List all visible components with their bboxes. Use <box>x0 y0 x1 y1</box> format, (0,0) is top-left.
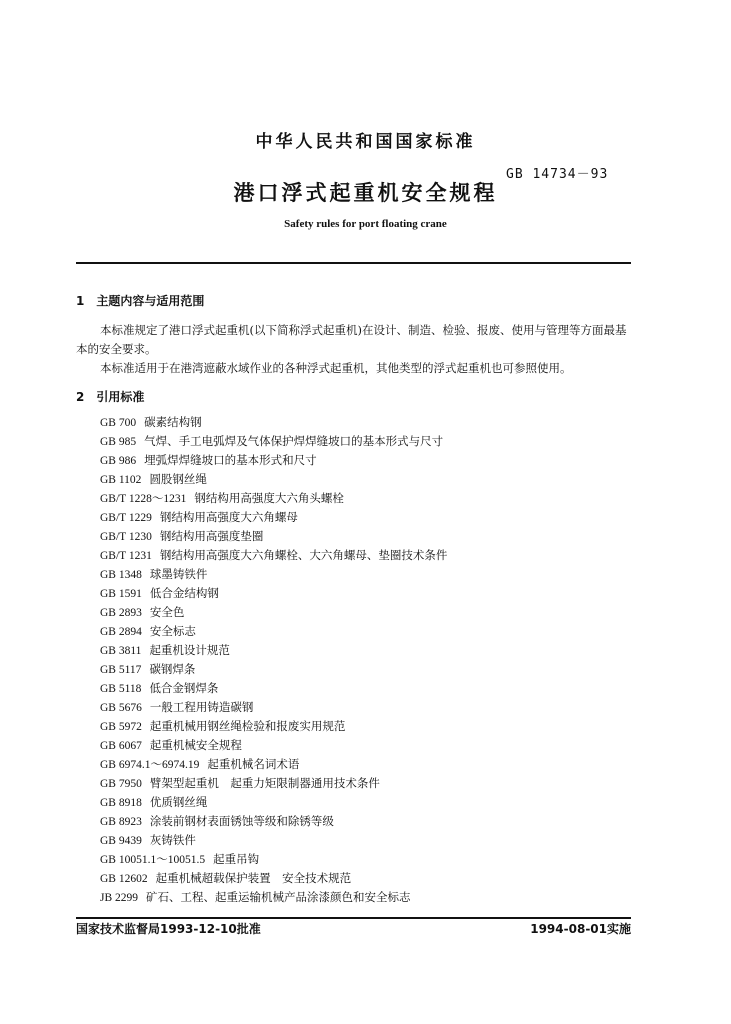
reference-title: 灰铸铁件 <box>149 833 196 847</box>
reference-item <box>100 698 447 717</box>
reference-title: 臂架型起重机 起重力矩限制器通用技术条件 <box>149 776 380 790</box>
footer-divider <box>76 917 631 919</box>
reference-code: GB 5117 <box>100 664 142 676</box>
reference-title: 气焊、手工电弧焊及气体保护焊焊缝坡口的基本形式与尺寸 <box>144 434 444 448</box>
reference-code: JB 2299 <box>100 892 139 904</box>
reference-code: GB 985 <box>100 436 137 448</box>
reference-code: GB/T 1230 <box>100 531 152 543</box>
reference-code: GB 2893 <box>100 607 142 619</box>
reference-title: 钢结构用高强度垫圈 <box>159 529 264 543</box>
section-1-paragraph: 本标准适用于在港湾遮蔽水域作业的各种浮式起重机，其他类型的浮式起重机也可参照使用。 <box>100 361 572 375</box>
reference-item <box>100 432 447 451</box>
reference-list <box>100 413 447 907</box>
document-subtitle: Safety rules for port floating crane <box>284 218 447 230</box>
reference-title: 埋弧焊焊缝坡口的基本形式和尺寸 <box>144 453 317 467</box>
document-title: 港口浮式起重机安全规程 <box>233 181 498 205</box>
reference-title: 安全色 <box>149 605 185 619</box>
reference-code: GB/T 1229 <box>100 512 152 524</box>
reference-item <box>100 622 447 641</box>
reference-title: 起重机械用钢丝绳检验和报废实用规范 <box>149 719 346 733</box>
reference-item <box>100 508 447 527</box>
reference-title: 安全标志 <box>149 624 196 638</box>
reference-item <box>100 812 447 831</box>
reference-item <box>100 451 447 470</box>
reference-item <box>100 831 447 850</box>
reference-code: GB 8923 <box>100 816 142 828</box>
reference-code: GB 5118 <box>100 683 142 695</box>
reference-code: GB 2894 <box>100 626 142 638</box>
section-2-heading: 2 引用标准 <box>76 390 145 404</box>
reference-code: GB 6974.1～6974.19 <box>100 759 200 771</box>
implementation-date: 1994-08-01实施 <box>530 922 631 936</box>
reference-item <box>100 679 447 698</box>
reference-title: 矿石、工程、起重运输机械产品涂漆颜色和安全标志 <box>146 890 411 904</box>
reference-code: GB 1102 <box>100 474 142 486</box>
reference-code: GB 986 <box>100 455 137 467</box>
reference-title: 一般工程用铸造碳钢 <box>149 700 254 714</box>
reference-item <box>100 850 447 869</box>
reference-item <box>100 565 447 584</box>
reference-code: GB 9439 <box>100 835 142 847</box>
reference-title: 起重机械超载保护装置 安全技术规范 <box>155 871 352 885</box>
reference-item <box>100 793 447 812</box>
reference-code: GB 12602 <box>100 873 148 885</box>
reference-title: 碳钢焊条 <box>149 662 196 676</box>
header-divider <box>76 262 631 264</box>
reference-code: GB 3811 <box>100 645 142 657</box>
reference-item <box>100 584 447 603</box>
reference-title: 涂装前钢材表面锈蚀等级和除锈等级 <box>149 814 334 828</box>
reference-code: GB 700 <box>100 417 137 429</box>
reference-item <box>100 641 447 660</box>
reference-item <box>100 546 447 565</box>
reference-title: 起重机设计规范 <box>149 643 230 657</box>
reference-item <box>100 736 447 755</box>
reference-code: GB 5676 <box>100 702 142 714</box>
section-1-paragraph: 本标准规定了港口浮式起重机(以下简称浮式起重机)在设计、制造、检验、报废、使用与管理等方面最基本的安全要求。 <box>76 323 627 356</box>
reference-title: 起重机械名词术语 <box>207 757 300 771</box>
section-1-heading: 1 主题内容与适用范围 <box>76 294 205 308</box>
reference-title: 起重机械安全规程 <box>149 738 242 752</box>
reference-code: GB 6067 <box>100 740 142 752</box>
reference-item <box>100 869 447 888</box>
reference-code: GB 1348 <box>100 569 142 581</box>
reference-code: GB/T 1228～1231 <box>100 493 187 505</box>
reference-item <box>100 489 447 508</box>
reference-item <box>100 470 447 489</box>
approval-date: 国家技术监督局1993-12-10批准 <box>76 922 261 936</box>
reference-code: GB 8918 <box>100 797 142 809</box>
standard-code: GB 14734－93 <box>506 167 609 182</box>
reference-title: 圆股钢丝绳 <box>149 472 207 486</box>
reference-code: GB 10051.1～10051.5 <box>100 854 206 866</box>
reference-title: 球墨铸铁件 <box>149 567 208 581</box>
reference-code: GB/T 1231 <box>100 550 152 562</box>
reference-title: 低合金结构钢 <box>149 586 219 600</box>
reference-item <box>100 413 447 432</box>
reference-title: 起重吊钩 <box>213 852 260 866</box>
reference-title: 优质钢丝绳 <box>149 795 208 809</box>
reference-title: 低合金钢焊条 <box>149 681 219 695</box>
reference-item <box>100 774 447 793</box>
reference-title: 钢结构用高强度大六角头螺栓 <box>194 491 344 505</box>
reference-item <box>100 527 447 546</box>
reference-code: GB 1591 <box>100 588 142 600</box>
reference-code: GB 7950 <box>100 778 142 790</box>
reference-code: GB 5972 <box>100 721 142 733</box>
reference-title: 钢结构用高强度大六角螺母 <box>159 510 298 524</box>
reference-item <box>100 888 447 907</box>
reference-title: 碳素结构钢 <box>144 415 202 429</box>
reference-item <box>100 717 447 736</box>
reference-item <box>100 603 447 622</box>
reference-item <box>100 755 447 774</box>
national-standard-heading: 中华人民共和国国家标准 <box>255 132 476 152</box>
reference-item <box>100 660 447 679</box>
reference-title: 钢结构用高强度大六角螺栓、大六角螺母、垫圈技术条件 <box>159 548 448 562</box>
